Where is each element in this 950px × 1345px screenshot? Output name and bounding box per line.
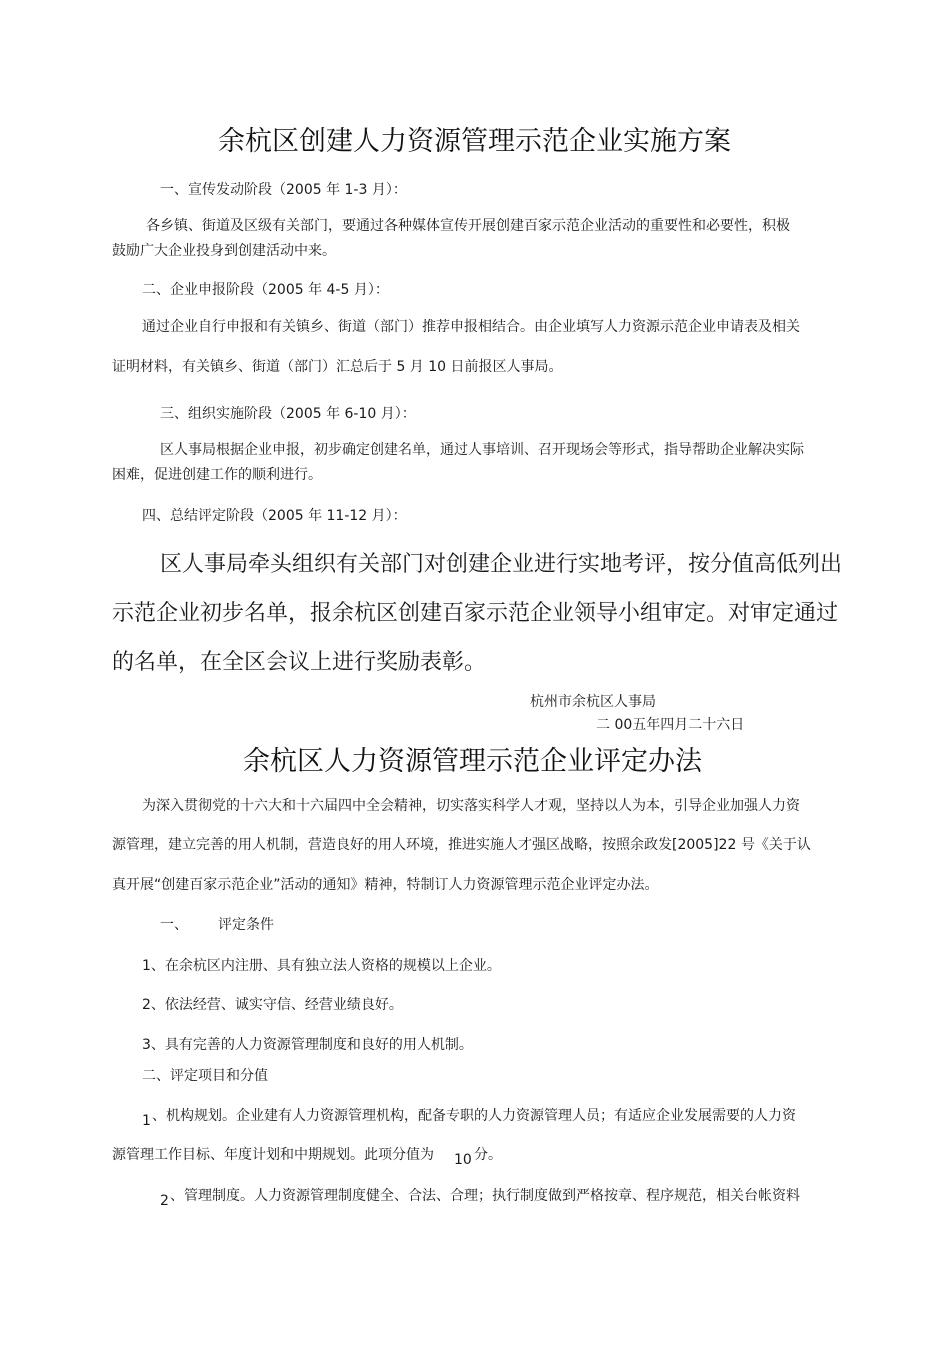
signature-date: 二 00五年四月二十六日	[596, 717, 745, 733]
paragraph-line: 证明材料，有关镇乡、街道（部门）汇总后于 5 月 10 日前报区人事局。	[112, 359, 563, 375]
document-title: 余杭区人力资源管理示范企业评定办法	[243, 746, 702, 777]
paragraph-line: 分。	[474, 1147, 502, 1163]
paragraph-line: 鼓励广大企业投身到创建活动中来。	[112, 243, 336, 259]
section-heading: 二、企业申报阶段（2005 年 4-5 月）：	[142, 282, 389, 298]
paragraph-line: 源管理，建立完善的用人机制，营造良好的用人环境，推进实施人才强区战略，按照余政发[2005]22 号《关于认	[112, 837, 811, 853]
list-item: 2、依法经营、诚实守信、经营业绩良好。	[142, 997, 403, 1013]
section-heading: 一、宣传发动阶段（2005 年 1-3 月）：	[160, 182, 407, 198]
list-item: 1、在余杭区内注册、具有独立法人资格的规模以上企业。	[142, 958, 501, 974]
section-number: 一、	[160, 917, 188, 933]
section-heading: 二、评定项目和分值	[142, 1068, 268, 1084]
list-item-number: 2	[160, 1193, 169, 1209]
paragraph-line: 源管理工作目标、年度计划和中期规划。此项分值为	[112, 1147, 434, 1163]
paragraph-line: 、机构规划。企业建有人力资源管理机构，配备专职的人力资源管理人员；有适应企业发展需要的人力资	[152, 1108, 796, 1124]
paragraph-line: 通过企业自行申报和有关镇乡、街道（部门）推荐申报相结合。由企业填写人力资源示范企业申请表及相关	[142, 319, 800, 335]
paragraph-line: 真开展“创建百家示范企业”活动的通知》精神，特制订人力资源管理示范企业评定办法。	[112, 877, 659, 893]
paragraph-line: 为深入贯彻党的十六大和十六届四中全会精神，切实落实科学人才观，坚持以人为本，引导企业加强人力资	[142, 798, 800, 814]
paragraph-line: 各乡镇、街道及区级有关部门，要通过各种媒体宣传开展创建百家示范企业活动的重要性和必要性，积极	[146, 218, 790, 234]
paragraph-line: 示范企业初步名单，报余杭区创建百家示范企业领导小组审定。对审定通过	[112, 601, 839, 626]
section-heading: 评定条件	[218, 917, 274, 933]
paragraph-line: 、管理制度。人力资源管理制度健全、合法、合理；执行制度做到严格按章、程序规范，相关台帐资料	[170, 1188, 800, 1204]
score-value: 10	[454, 1152, 472, 1168]
section-heading: 四、总结评定阶段（2005 年 11-12 月）：	[142, 508, 407, 524]
paragraph-line: 困难，促进创建工作的顺利进行。	[112, 467, 322, 483]
list-item: 3、具有完善的人力资源管理制度和良好的用人机制。	[142, 1037, 473, 1053]
paragraph-line: 区人事局牵头组织有关部门对创建企业进行实地考评，按分值高低列出	[160, 552, 843, 577]
document-title: 余杭区创建人力资源管理示范企业实施方案	[218, 126, 731, 157]
paragraph-line: 的名单，在全区会议上进行奖励表彰。	[112, 650, 487, 675]
section-heading: 三、组织实施阶段（2005 年 6-10 月）：	[160, 406, 416, 422]
signature-organization: 杭州市余杭区人事局	[530, 694, 656, 710]
list-item-number: 1	[142, 1113, 151, 1129]
paragraph-line: 区人事局根据企业申报，初步确定创建名单，通过人事培训、召开现场会等形式，指导帮助企业解决实际	[160, 442, 804, 458]
